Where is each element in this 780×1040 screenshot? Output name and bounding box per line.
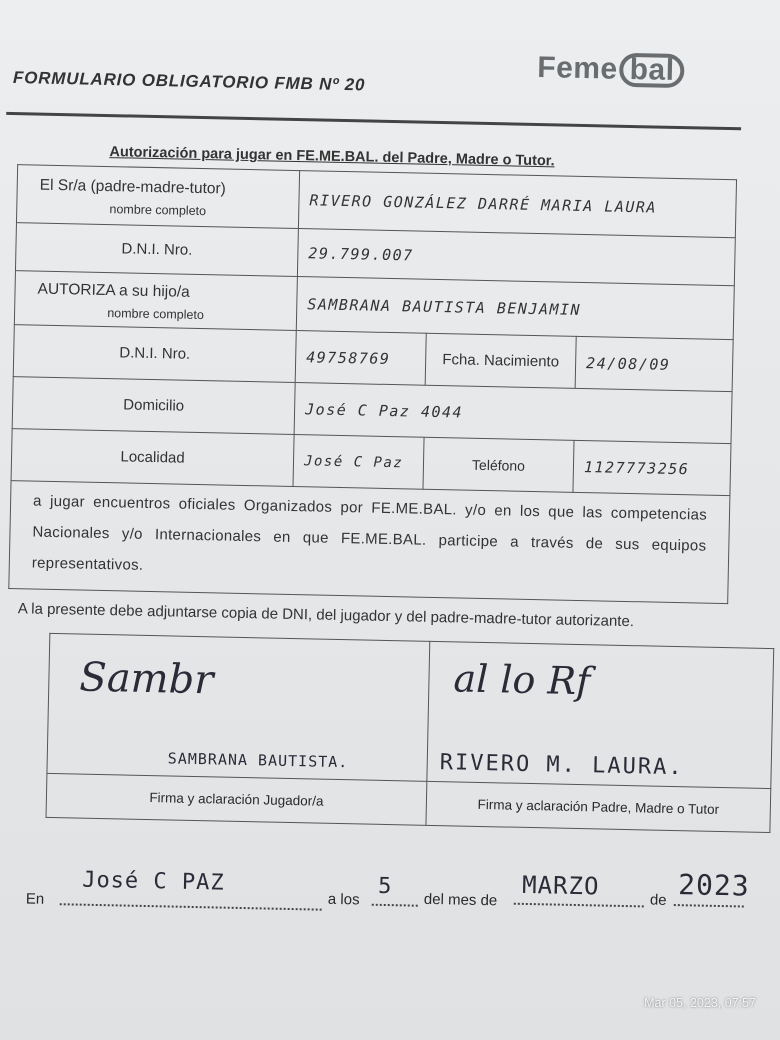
- place-field[interactable]: José C PAZ: [81, 867, 225, 896]
- guardian-signature-scribble: al lo Rf: [453, 656, 591, 704]
- signature-table: [46, 633, 775, 833]
- address-label: Domicilio: [12, 377, 295, 435]
- address-field[interactable]: José C Paz 4044: [294, 383, 732, 444]
- city-label: Localidad: [11, 429, 294, 487]
- guardian-signature-caption: Firma y aclaración Padre, Madre o Tutor: [426, 781, 771, 832]
- form-subtitle: Autorización para jugar en FE.ME.BAL. del Padre, Madre o Tutor.: [109, 144, 555, 170]
- guardian-dni-label: D.N.I. Nro.: [15, 223, 298, 277]
- player-signature-scribble: Sambr: [78, 654, 214, 704]
- photo-timestamp: Mar 05, 2023, 07:57: [644, 996, 756, 1010]
- title-divider: [6, 112, 741, 130]
- attachment-note: A la presente debe adjuntarse copia de DNI, del jugador y del padre-madre-tutor autorizante.: [17, 600, 635, 631]
- guardian-label: El Sr/a (padre-madre-tutor): [39, 176, 226, 198]
- authorization-paragraph: a jugar encuentros oficiales Organizados por FE.ME.BAL. y/o en los que las competencias Nacionales y/o Internacionales en que FE.ME.BAL. participe a través de sus equipos representativos.: [9, 481, 730, 604]
- del-mes-label: del mes de: [423, 890, 498, 910]
- guardian-printed-name: RIVERO M. LAURA.: [439, 750, 684, 781]
- child-dni-field[interactable]: 49758769: [295, 331, 426, 386]
- authorizes-label: AUTORIZA a su hijo/a: [37, 280, 190, 301]
- child-name-field[interactable]: SAMBRANA BAUTISTA BENJAMIN: [296, 277, 734, 340]
- phone-field[interactable]: 1127773256: [573, 440, 731, 495]
- child-dni-label: D.N.I. Nro.: [13, 325, 296, 383]
- guardian-sub-label: nombre completo: [109, 201, 207, 218]
- guardian-dni-field[interactable]: 29.799.007: [297, 229, 735, 286]
- player-printed-name: SAMBRANA BAUTISTA.: [167, 749, 349, 772]
- guardian-name-label-cell: [16, 165, 299, 229]
- player-signature-box[interactable]: [47, 633, 430, 781]
- de-label: de: [649, 891, 667, 909]
- child-sub-label: nombre completo: [107, 305, 205, 322]
- guardian-signature-box[interactable]: [427, 641, 774, 788]
- child-name-label-cell: [14, 271, 297, 331]
- month-field[interactable]: MARZO: [521, 870, 600, 901]
- day-field[interactable]: 5: [377, 873, 393, 900]
- guardian-name-field[interactable]: RIVERO GONZÁLEZ DARRÉ MARIA LAURA: [298, 171, 736, 238]
- femebal-logo: Feme bal: [537, 51, 685, 88]
- form-title: FORMULARIO OBLIGATORIO FMB Nº 20: [12, 68, 366, 95]
- a-los-label: a los: [327, 890, 360, 909]
- city-field[interactable]: José C Paz: [293, 434, 424, 489]
- year-field[interactable]: 2023: [677, 868, 751, 903]
- authorization-table: [8, 164, 737, 604]
- phone-label: Teléfono: [423, 437, 574, 492]
- birth-date-field[interactable]: 24/08/09: [575, 336, 733, 391]
- birth-date-label: Fcha. Nacimiento: [425, 333, 576, 388]
- en-label: En: [25, 890, 45, 908]
- player-signature-caption: Firma y aclaración Jugador/a: [46, 773, 427, 825]
- date-place-line: [25, 867, 767, 927]
